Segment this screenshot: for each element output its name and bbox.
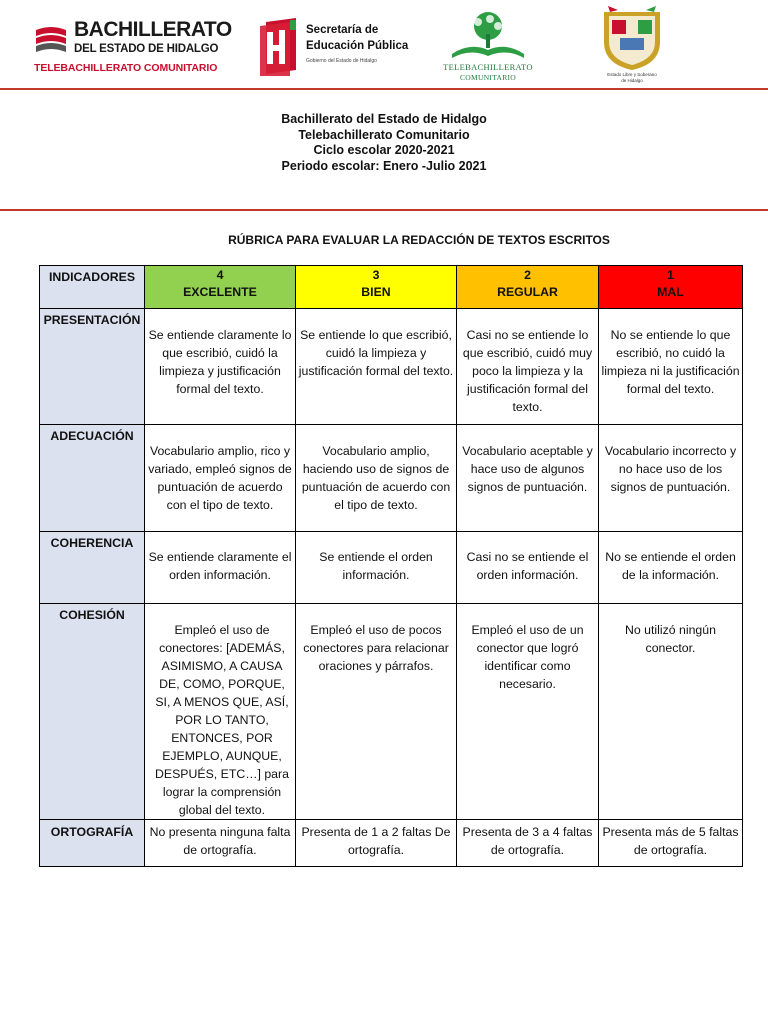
heading-divider [0,209,768,211]
rubric-cell: Presenta de 1 a 2 faltas De ortografía. [296,820,457,867]
bachillerato-emblem-icon [34,24,68,60]
indicator-adecuacion: ADECUACIÓN [40,425,145,532]
shield-caption-line1: Estado Libre y Soberano [607,72,657,77]
indicator-cohesion: COHESIÓN [40,604,145,820]
level-label: BIEN [361,285,391,299]
header-divider [0,88,768,90]
indicator-presentacion: PRESENTACIÓN [40,309,145,425]
tree-book-icon [448,10,528,62]
indicators-header: INDICADORES [40,266,145,309]
level-header-excelente [145,266,296,309]
sep-logo [258,16,409,78]
rubric-cell: No se entiende lo que escribió, no cuidó la limpieza ni la justificación formal del texto. [599,309,743,425]
table-row [40,532,743,604]
rubric-cell: No utilizó ningún conector. [599,604,743,820]
rubric-cell: No se entiende el orden de la información. [599,532,743,604]
rubric-cell: Se entiende claramente el orden información. [145,532,296,604]
table-row [40,604,743,820]
table-row [40,309,743,425]
heading-line-institution: Bachillerato del Estado de Hidalgo [281,112,487,126]
telebachillerato-line1: TELEBACHILLERATO [443,62,533,72]
level-header-mal [599,266,743,309]
level-label: MAL [657,285,684,299]
rubric-table [39,265,743,867]
rubric-cell: Casi no se entiende lo que escribió, cuidó muy poco la limpieza y la justificación formal del texto. [457,309,599,425]
logo-bar [0,0,768,90]
hidalgo-shield-logo [594,6,674,90]
rubric-cell: Presenta más de 5 faltas de ortografía. [599,820,743,867]
rubric-cell: Casi no se entiende el orden información. [457,532,599,604]
rubric-cell: No presenta ninguna falta de ortografía. [145,820,296,867]
rubric-cell: Vocabulario aceptable y hace uso de algunos signos de puntuación. [457,425,599,532]
bachillerato-logo [34,18,232,80]
level-header-bien [296,266,457,309]
telebachillerato-line2: COMUNITARIO [459,73,517,82]
telebachillerato-logo [442,10,534,82]
sep-line2: Educación Pública [306,40,409,52]
heading-line-cycle: Ciclo escolar 2020-2021 [313,143,455,157]
rubric-cell: Presenta de 3 a 4 faltas de ortografía. [457,820,599,867]
rubric-title: RÚBRICA PARA EVALUAR LA REDACCIÓN DE TEXTOS ESCRITOS [228,233,610,247]
indicator-coherencia: COHERENCIA [40,532,145,604]
heading-line-period: Periodo escolar: Enero -Julio 2021 [281,158,487,173]
rubric-cell: Vocabulario incorrecto y no hace uso de los signos de puntuación. [599,425,743,532]
level-label: EXCELENTE [183,285,257,299]
rubric-cell: Vocabulario amplio, rico y variado, empleó signos de puntuación de acuerdo con el tipo de texto. [145,425,296,532]
sep-h-icon [258,18,298,76]
table-row [40,425,743,532]
document-heading [0,112,768,174]
rubric-cell: Se entiende claramente lo que escribió, cuidó la limpieza y justificación formal del texto. [145,309,296,425]
rubric-cell: Empleó el uso de un conector que logró identificar como necesario. [457,604,599,820]
indicator-ortografia: ORTOGRAFÍA [40,820,145,867]
table-header-row [40,266,743,309]
level-score: 2 [524,268,531,282]
bachillerato-tagline: TELEBACHILLERATO COMUNITARIO [34,62,218,74]
level-label: REGULAR [497,285,558,299]
rubric-cell: Vocabulario amplio, haciendo uso de signos de puntuación de acuerdo con el tipo de texto. [296,425,457,532]
bachillerato-title: BACHILLERATO [74,18,232,41]
level-header-regular [457,266,599,309]
rubric-cell: Se entiende el orden información. [296,532,457,604]
rubric-cell: Empleó el uso de conectores: [ADEMÁS, ASIMISMO, A CAUSA DE, COMO, PORQUE, SI, A MENOS QUE, ASÍ, POR LO TANTO, ENTONCES, POR EJEMPLO, AUNQUE, DESPUÉS, ETC…] para lograr la comprensión global del texto. [145,604,296,820]
level-score: 1 [667,268,674,282]
table-row [40,820,743,867]
heading-line-program: Telebachillerato Comunitario [298,127,470,142]
sep-line3: Gobierno del Estado de Hidalgo [306,58,377,64]
sep-line1: Secretaría de [306,24,379,36]
bachillerato-subtitle: DEL ESTADO DE HIDALGO [74,43,219,55]
rubric-cell: Se entiende lo que escribió, cuidó la limpieza y justificación formal del texto. [296,309,457,425]
state-shield-icon [598,6,666,72]
level-score: 3 [372,268,380,282]
rubric-cell: Empleó el uso de pocos conectores para relacionar oraciones y párrafos. [296,604,457,820]
shield-caption-line2: de Hidalgo [621,78,643,83]
level-score: 4 [216,268,224,282]
